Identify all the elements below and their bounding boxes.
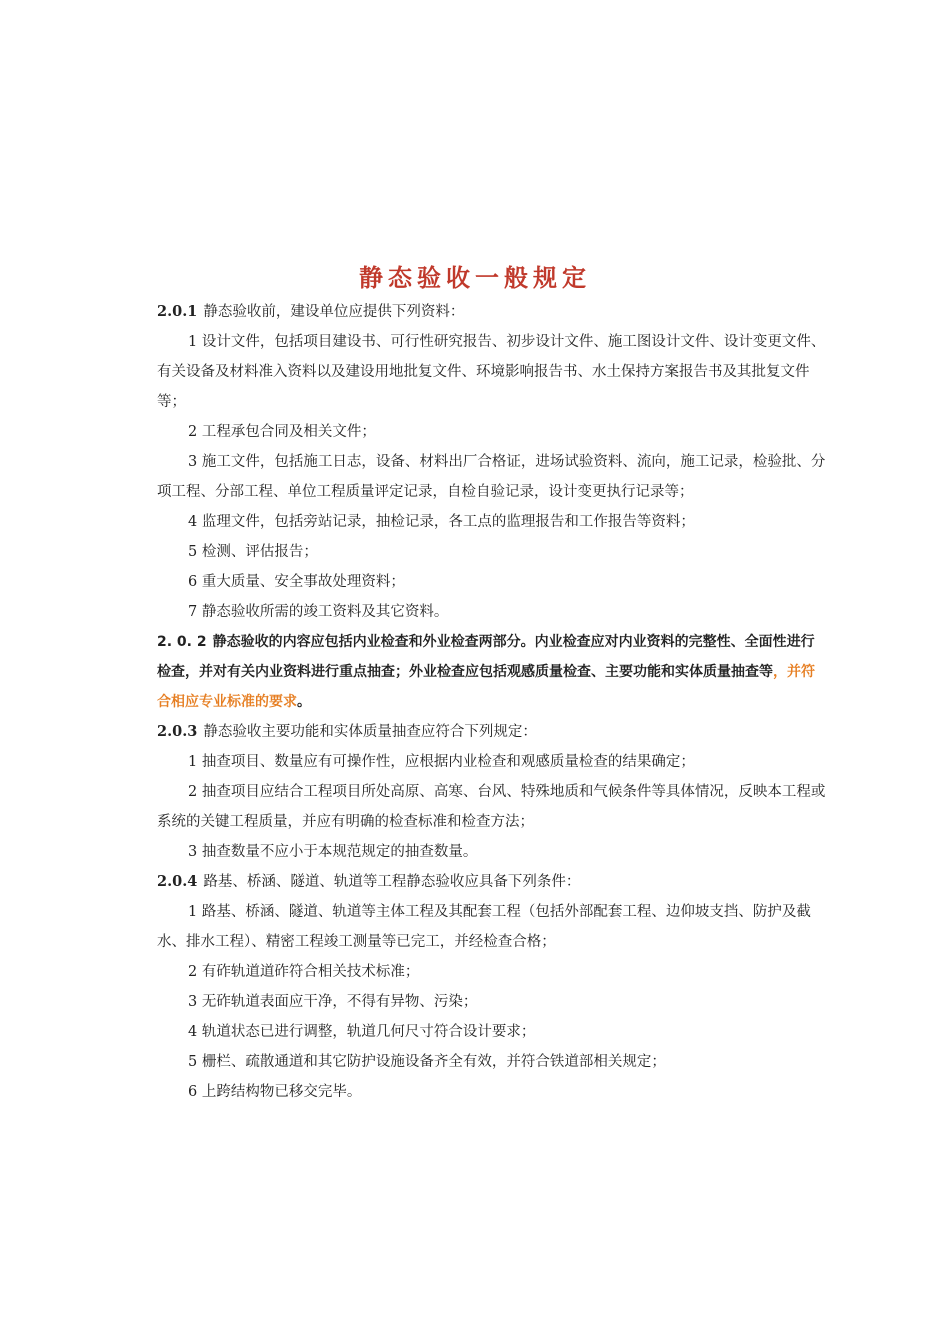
list-item: 1 设计文件，包括项目建设书、可行性研究报告、初步设计文件、施工图设计文件、设计变更文件、有关设备及材料准入资料以及建设用地批复文件、环境影响报告书、水土保持方案报告书及其批复文件等； [157, 334, 826, 410]
list-item: 3 无砟轨道表面应干净，不得有异物、污染； [188, 994, 478, 1010]
section-text: 静态验收主要功能和实体质量抽查应符合下列规定： [203, 724, 537, 740]
list-item: 3 施工文件，包括施工日志，设备、材料出厂合格证，进场试验资料、流向，施工记录，检验批、分项工程、分部工程、单位工程质量评定记录，自检自验记录，设计变更执行记录等； [157, 454, 826, 500]
list-item: 2 有砟轨道道砟符合相关技术标准； [188, 964, 420, 980]
list-item: 7 静态验收所需的竣工资料及其它资料。 [188, 604, 449, 620]
list-item: 1 路基、桥涵、隧道、轨道等主体工程及其配套工程（包括外部配套工程、边仰坡支挡、防护及截水、排水工程）、精密工程竣工测量等已完工，并经检查合格； [157, 904, 811, 950]
section-number: 2.0.4 [157, 873, 198, 890]
highlighted-text: ，并符合相应专业标准的要求 [157, 664, 815, 710]
section-number: 2.0.3 [157, 723, 198, 740]
page-title: 静态验收一般规定 [359, 263, 591, 292]
list-item: 3 抽查数量不应小于本规范规定的抽查数量。 [188, 844, 478, 860]
section-end: 。 [297, 694, 311, 710]
list-item: 2 抽查项目应结合工程项目所处高原、高寒、台风、特殊地质和气候条件等具体情况，反映本工程或系统的关键工程质量，并应有明确的检查标准和检查方法； [157, 784, 826, 830]
list-item: 2 工程承包合同及相关文件； [188, 424, 376, 440]
list-item: 5 检测、评估报告； [188, 544, 318, 560]
section-2-0-2-paragraph [157, 627, 827, 717]
list-item: 5 栅栏、疏散通道和其它防护设施设备齐全有效，并符合铁道部相关规定； [188, 1054, 666, 1070]
list-item: 6 重大质量、安全事故处理资料； [188, 574, 405, 590]
section-number: 2.0.1 [157, 303, 198, 320]
list-item: 4 轨道状态已进行调整，轨道几何尺寸符合设计要求； [188, 1024, 536, 1040]
list-item: 1 抽查项目、数量应有可操作性，应根据内业检查和观感质量检查的结果确定； [188, 754, 695, 770]
section-number: 2. 0. 2 [157, 634, 207, 650]
section-text: 静态验收的内容应包括内业检查和外业检查两部分。内业检查应对内业资料的完整性、全面性进行检查，并对有关内业资料进行重点抽查；外业检查应包括观感质量检查、主要功能和实体质量抽查等 [157, 634, 815, 680]
document-body [157, 297, 827, 1107]
list-item: 6 上跨结构物已移交完毕。 [188, 1084, 362, 1100]
section-2-0-4-heading [157, 867, 827, 897]
section-text: 路基、桥涵、隧道、轨道等工程静态验收应具备下列条件： [203, 874, 581, 890]
section-2-0-1-heading [157, 297, 827, 327]
section-text: 静态验收前，建设单位应提供下列资料： [203, 304, 465, 320]
list-item: 4 监理文件，包括旁站记录，抽检记录，各工点的监理报告和工作报告等资料； [188, 514, 695, 530]
section-2-0-3-heading [157, 717, 827, 747]
